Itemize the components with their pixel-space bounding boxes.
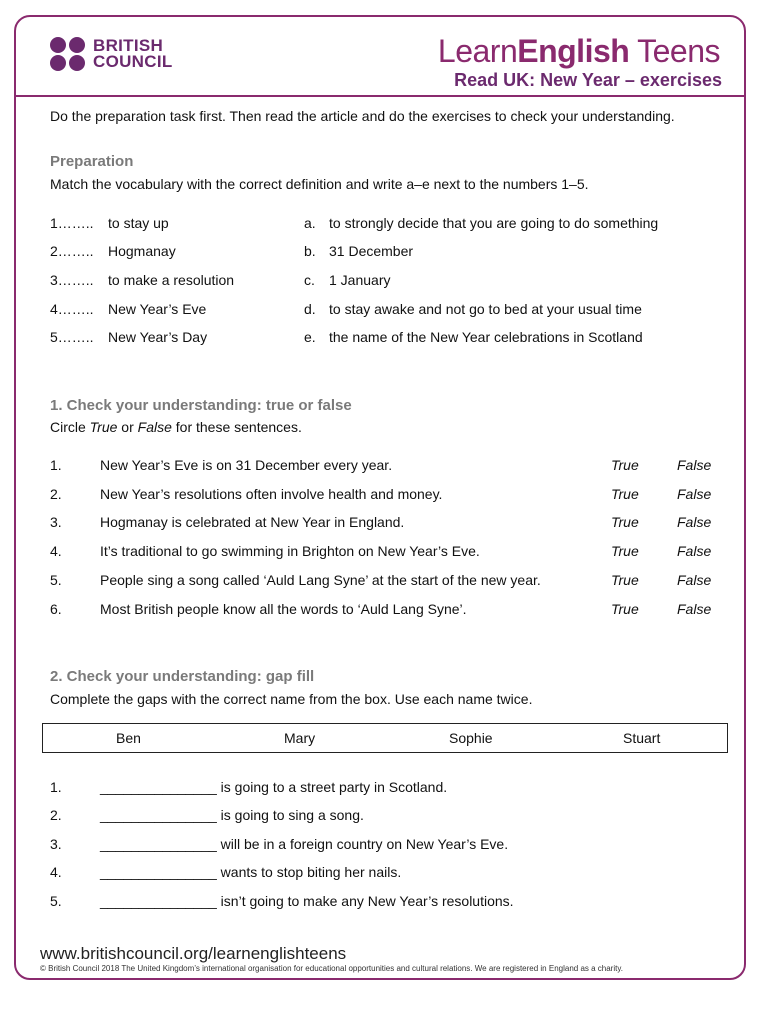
gap-sentence: _______________ is going to a street party in Scotland. bbox=[100, 779, 448, 795]
gap-sentence: _______________ wants to stop biting her nails. bbox=[100, 864, 402, 880]
true-option[interactable]: True bbox=[611, 486, 639, 502]
item-number: 1. bbox=[50, 779, 62, 795]
page-title: Read UK: New Year – exercises bbox=[454, 70, 722, 90]
statement: New Year’s resolutions often involve health and money. bbox=[100, 486, 443, 502]
gap-sentence: _______________ will be in a foreign country on New Year’s Eve. bbox=[100, 836, 509, 852]
true-option[interactable]: True bbox=[611, 514, 639, 530]
term-number: 1…….. bbox=[50, 215, 94, 231]
term: Hogmanay bbox=[108, 243, 176, 259]
gap-blank[interactable]: _______________ bbox=[100, 836, 217, 852]
definition: 1 January bbox=[329, 272, 391, 288]
true-option[interactable]: True bbox=[611, 543, 639, 559]
gap-sentence: _______________ is going to sing a song. bbox=[100, 807, 364, 823]
term-number: 4…….. bbox=[50, 301, 94, 317]
definition-letter: c. bbox=[304, 272, 315, 288]
intro-text: Do the preparation task first. Then read the article and do the exercises to check your understanding. bbox=[50, 108, 675, 124]
term: to make a resolution bbox=[108, 272, 235, 288]
definition: to strongly decide that you are going to do something bbox=[329, 215, 659, 231]
statement: Most British people know all the words to ‘Auld Lang Syne’. bbox=[100, 601, 467, 617]
name-option: Ben bbox=[116, 730, 141, 746]
footer-copyright: © British Council 2018 The United Kingdom’s international organisation for educational opportunities and cultural relations. We are registered in England as a charity. bbox=[40, 964, 623, 973]
item-number: 4. bbox=[50, 543, 62, 559]
statement: Hogmanay is celebrated at New Year in England. bbox=[100, 514, 405, 530]
item-number: 5. bbox=[50, 572, 62, 588]
preparation-instruction: Match the vocabulary with the correct definition and write a–e next to the numbers 1–5. bbox=[50, 176, 589, 192]
gap-blank[interactable]: _______________ bbox=[100, 864, 217, 880]
gap-blank[interactable]: _______________ bbox=[100, 807, 217, 823]
true-option[interactable]: True bbox=[611, 601, 639, 617]
term: New Year’s Eve bbox=[108, 301, 207, 317]
gap-sentence: _______________ isn’t going to make any New Year’s resolutions. bbox=[100, 893, 514, 909]
definition: 31 December bbox=[329, 243, 414, 259]
gap-blank[interactable]: _______________ bbox=[100, 779, 217, 795]
statement: People sing a song called ‘Auld Lang Syne’ at the start of the new year. bbox=[100, 572, 541, 588]
true-false-instruction: Circle True or False for these sentences. bbox=[50, 419, 302, 435]
term: to stay up bbox=[108, 215, 169, 231]
term: New Year’s Day bbox=[108, 329, 208, 345]
name-option: Mary bbox=[284, 730, 316, 746]
item-number: 2. bbox=[50, 486, 62, 502]
definition-letter: a. bbox=[304, 215, 316, 231]
name-option: Stuart bbox=[623, 730, 661, 746]
true-option[interactable]: True bbox=[611, 572, 639, 588]
item-number: 3. bbox=[50, 836, 62, 852]
british-council-logo bbox=[50, 37, 173, 71]
false-option[interactable]: False bbox=[677, 457, 712, 473]
false-option[interactable]: False bbox=[677, 543, 712, 559]
logo-text: BRITISH COUNCIL bbox=[93, 36, 173, 71]
item-number: 4. bbox=[50, 864, 62, 880]
true-false-heading: 1. Check your understanding: true or false bbox=[50, 397, 352, 414]
false-option[interactable]: False bbox=[677, 486, 712, 502]
true-option[interactable]: True bbox=[611, 457, 639, 473]
definition-letter: d. bbox=[304, 301, 316, 317]
term-number: 2…….. bbox=[50, 243, 94, 259]
false-option[interactable]: False bbox=[677, 514, 712, 530]
false-option[interactable]: False bbox=[677, 601, 712, 617]
name-option: Sophie bbox=[449, 730, 493, 746]
item-number: 5. bbox=[50, 893, 62, 909]
item-number: 1. bbox=[50, 457, 62, 473]
gap-fill-heading: 2. Check your understanding: gap fill bbox=[50, 668, 315, 685]
item-number: 2. bbox=[50, 807, 62, 823]
preparation-heading: Preparation bbox=[50, 153, 134, 170]
learnenglish-teens-brand: LearnEnglish Teens bbox=[437, 33, 720, 69]
header-divider bbox=[14, 95, 746, 97]
name-box bbox=[42, 723, 728, 753]
term-number: 5…….. bbox=[50, 329, 94, 345]
gap-fill-instruction: Complete the gaps with the correct name from the box. Use each name twice. bbox=[50, 691, 533, 707]
definition: the name of the New Year celebrations in Scotland bbox=[329, 329, 643, 345]
statement: New Year’s Eve is on 31 December every year. bbox=[100, 457, 393, 473]
footer-url[interactable]: www.britishcouncil.org/learnenglishteens bbox=[40, 944, 347, 963]
gap-blank[interactable]: _______________ bbox=[100, 893, 217, 909]
item-number: 6. bbox=[50, 601, 62, 617]
statement: It’s traditional to go swimming in Brighton on New Year’s Eve. bbox=[100, 543, 480, 559]
definition-letter: b. bbox=[304, 243, 316, 259]
false-option[interactable]: False bbox=[677, 572, 712, 588]
term-number: 3…….. bbox=[50, 272, 94, 288]
item-number: 3. bbox=[50, 514, 62, 530]
definition-letter: e. bbox=[304, 329, 316, 345]
logo-dots-icon bbox=[50, 37, 87, 71]
definition: to stay awake and not go to bed at your usual time bbox=[329, 301, 642, 317]
